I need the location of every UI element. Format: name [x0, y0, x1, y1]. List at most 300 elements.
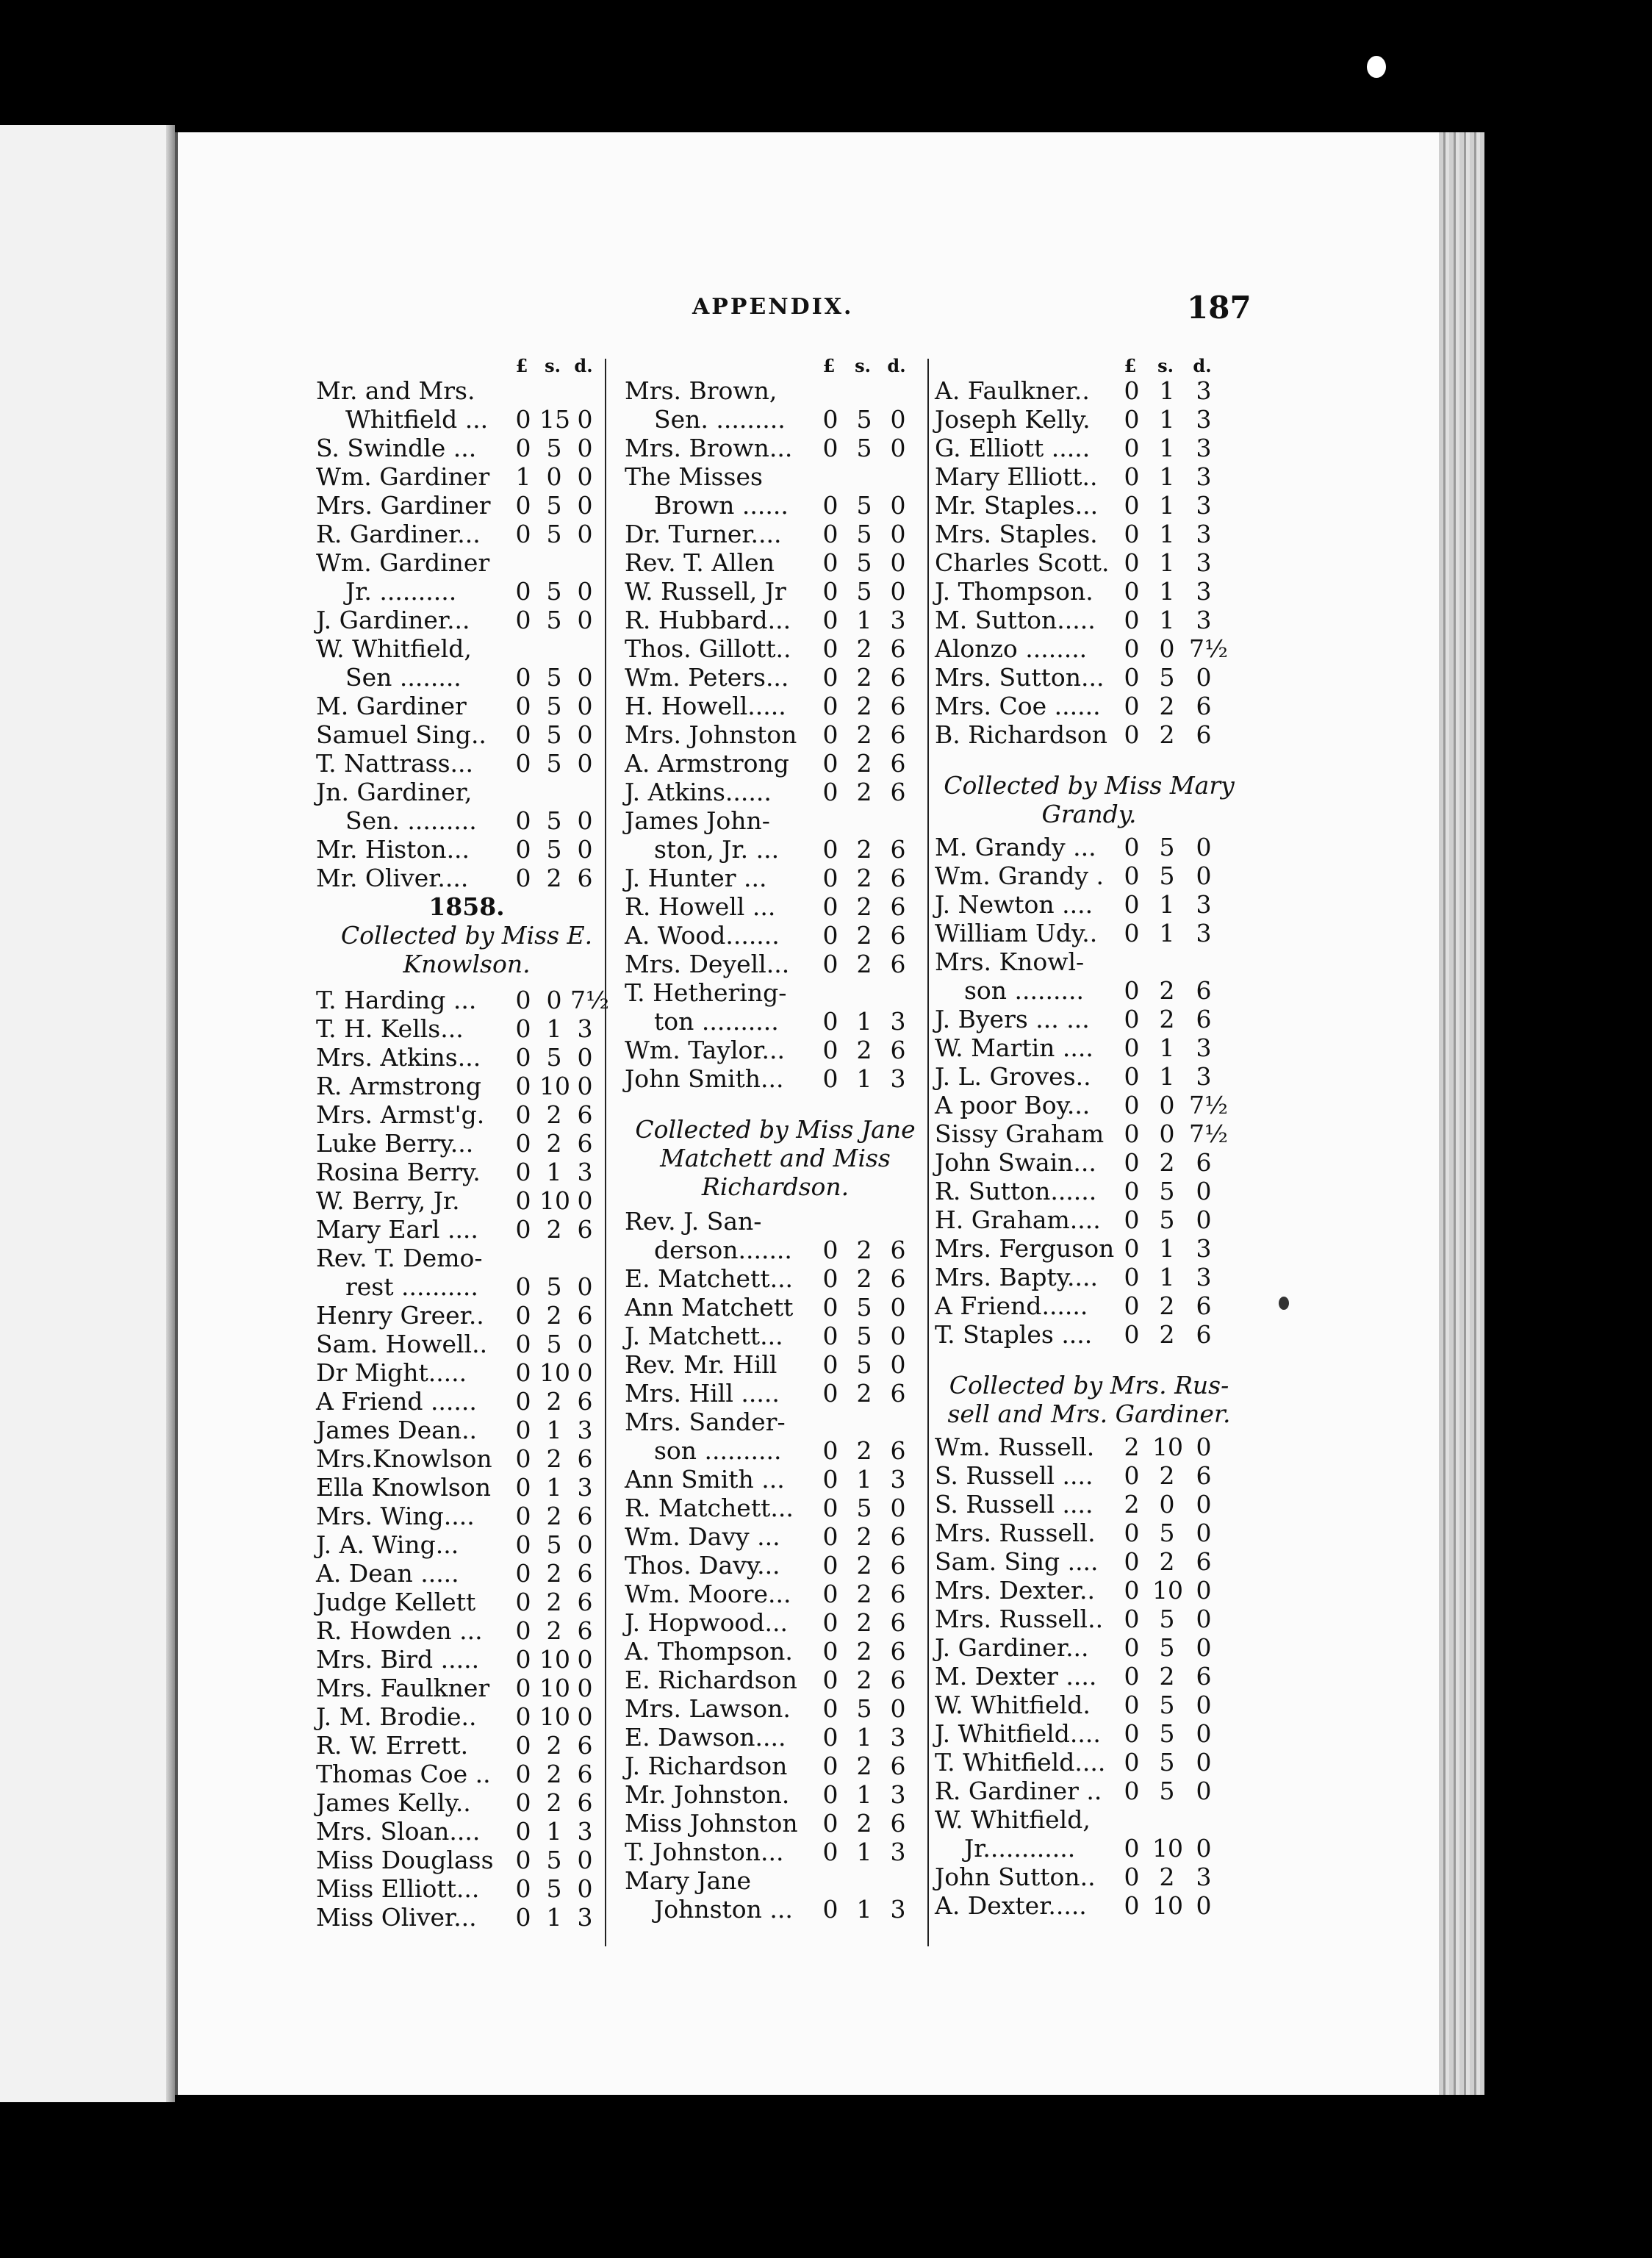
subscriber-name: Sen. .........: [654, 405, 786, 434]
shillings-amount: 2: [1159, 1547, 1175, 1576]
shillings-amount: 2: [856, 663, 872, 692]
column-3-entries-russell: [935, 1433, 1243, 1920]
shillings-amount: 1: [1159, 434, 1175, 462]
pence-amount: 6: [577, 1444, 593, 1473]
subscription-entry: [316, 577, 617, 606]
pence-amount: 7½: [1189, 1091, 1228, 1119]
subscription-entry: [935, 833, 1243, 861]
subscriber-name: Mrs. Coe ......: [935, 692, 1101, 720]
subscription-entry: [625, 1780, 926, 1809]
subscription-entry: [625, 1866, 926, 1895]
subscription-entry: [625, 806, 926, 835]
pounds-amount: 0: [822, 606, 838, 634]
pence-amount: 0: [890, 577, 906, 606]
pence-amount: 0: [1196, 1719, 1212, 1748]
subscription-entry: [316, 1186, 617, 1215]
pence-amount: 6: [890, 1608, 906, 1637]
subscriber-name: derson.......: [654, 1236, 792, 1264]
shillings-amount: 5: [546, 491, 562, 520]
subscription-entry: [935, 1033, 1243, 1062]
subscriber-name: B. Richardson: [935, 720, 1107, 749]
subscriber-name: J. Hopwood...: [625, 1608, 788, 1637]
pence-amount: 0: [577, 462, 593, 491]
subscriber-name: Mrs. Gardiner: [316, 491, 491, 520]
shillings-amount: 0: [546, 986, 562, 1014]
subscriber-name: Rosina Berry.: [316, 1158, 481, 1186]
subscriber-name: Rev. T. Demo-: [316, 1244, 483, 1272]
subscription-entry: [316, 1588, 617, 1616]
shillings-amount: 1: [856, 1723, 872, 1752]
subscriber-name: Miss Elliott...: [316, 1874, 480, 1903]
pounds-amount: 0: [515, 1616, 531, 1645]
pence-amount: 6: [890, 1637, 906, 1666]
subscriber-name: Mrs. Wing....: [316, 1502, 475, 1530]
subscriber-name: Mrs. Sutton...: [935, 663, 1105, 692]
subscriber-name: H. Howell.....: [625, 692, 786, 720]
pence-amount: 3: [1196, 1263, 1212, 1291]
pence-amount: 6: [890, 749, 906, 778]
pence-amount: 6: [577, 1731, 593, 1760]
subscriber-name: E. Dawson....: [625, 1723, 786, 1752]
pounds-amount: 0: [822, 1379, 838, 1408]
subscriber-name: A. Thompson.: [625, 1637, 793, 1666]
subscription-entry: [625, 434, 926, 462]
subscription-entry: [935, 1490, 1243, 1519]
pence-amount: 0: [890, 405, 906, 434]
pounds-amount: 0: [515, 1301, 531, 1330]
subscription-entry: [316, 1817, 617, 1846]
pounds-amount: 0: [1124, 1148, 1140, 1177]
pence-amount: 6: [890, 1752, 906, 1780]
pounds-amount: 0: [1124, 491, 1140, 520]
shillings-amount: 0: [1159, 1490, 1175, 1519]
shillings-amount: 2: [1159, 1662, 1175, 1691]
pounds-amount: 0: [822, 1694, 838, 1723]
subscriber-name: T. Hethering-: [625, 978, 787, 1007]
pounds-amount: 0: [1124, 1576, 1140, 1605]
subscriber-name: R. Howell ...: [625, 892, 776, 921]
shillings-amount: 1: [856, 1838, 872, 1866]
page-header: [0, 290, 1652, 338]
pounds-amount: 0: [1124, 434, 1140, 462]
pounds-amount: 0: [515, 1502, 531, 1530]
shillings-amount: 10: [539, 1674, 570, 1702]
pence-amount: 0: [890, 1694, 906, 1723]
subscriber-name: A. Wood.......: [625, 921, 780, 950]
shillings-amount: 2: [856, 720, 872, 749]
pence-amount: 6: [577, 1760, 593, 1788]
shillings-amount: 1: [1159, 405, 1175, 434]
collector-heading: Collected by Miss E.: [340, 921, 593, 950]
pounds-amount: 0: [515, 1444, 531, 1473]
shillings-amount: 0: [1159, 634, 1175, 663]
pence-amount: 0: [577, 1330, 593, 1358]
shillings-amount: 5: [546, 720, 562, 749]
pence-amount: 6: [890, 1809, 906, 1838]
pence-amount: 0: [1196, 663, 1212, 692]
pounds-amount: 0: [515, 1702, 531, 1731]
pence-amount: 6: [890, 1580, 906, 1608]
shillings-amount: 1: [1159, 606, 1175, 634]
shillings-header: s.: [855, 355, 871, 376]
subscription-entry: [625, 1436, 926, 1465]
shillings-amount: 5: [856, 1350, 872, 1379]
subscription-entry: [625, 692, 926, 720]
pounds-amount: 0: [1124, 606, 1140, 634]
subscription-entry: [935, 861, 1243, 890]
shillings-amount: 1: [1159, 462, 1175, 491]
subscription-entry: [316, 1444, 617, 1473]
pounds-amount: 0: [1124, 1205, 1140, 1234]
pounds-amount: 0: [822, 1264, 838, 1293]
subscription-entry: [316, 1043, 617, 1072]
shillings-amount: 5: [1159, 1177, 1175, 1205]
subscription-entry: [935, 577, 1243, 606]
subscriber-name: Mrs. Sloan....: [316, 1817, 481, 1846]
pounds-amount: 0: [1124, 1033, 1140, 1062]
subscription-entry: [935, 1091, 1243, 1119]
shillings-amount: 1: [1159, 1263, 1175, 1291]
pounds-amount: 0: [515, 663, 531, 692]
pence-amount: 0: [577, 434, 593, 462]
pounds-amount: 0: [1124, 1691, 1140, 1719]
subscription-entry: [625, 950, 926, 978]
shillings-amount: 2: [546, 1760, 562, 1788]
subscription-entry: [316, 663, 617, 692]
subscription-entry: [935, 1177, 1243, 1205]
pounds-amount: 0: [515, 1817, 531, 1846]
page-fold: [166, 125, 175, 2102]
subscriber-name: Henry Greer..: [316, 1301, 484, 1330]
subscriber-name: A Friend......: [935, 1291, 1088, 1320]
pounds-amount: 0: [515, 720, 531, 749]
subscriber-name: T. Johnston...: [625, 1838, 784, 1866]
shillings-amount: 10: [1152, 1834, 1183, 1863]
shillings-amount: 1: [856, 1064, 872, 1093]
pence-amount: 0: [890, 548, 906, 577]
pounds-amount: 0: [1124, 1091, 1140, 1119]
subscription-entry: [316, 1760, 617, 1788]
subscriber-name: Wm. Grandy .: [935, 861, 1105, 890]
pounds-amount: 0: [822, 692, 838, 720]
pounds-amount: 0: [515, 1215, 531, 1244]
shillings-amount: 1: [856, 1780, 872, 1809]
pence-amount: 3: [577, 1817, 593, 1846]
subscriber-name: Mrs. Deyell...: [625, 950, 790, 978]
pence-amount: 0: [577, 749, 593, 778]
pounds-header: £: [515, 355, 528, 376]
subscriber-name: J. Atkins......: [625, 778, 772, 806]
subscription-column-3: [935, 347, 1243, 1920]
subscription-entry: [935, 462, 1243, 491]
subscriber-name: W. Berry, Jr.: [316, 1186, 460, 1215]
shillings-header: s.: [545, 355, 561, 376]
subscription-entry: [625, 1207, 926, 1236]
shillings-amount: 2: [546, 864, 562, 892]
column-1-entries-1858: [316, 986, 617, 1932]
subscription-entry: [935, 1662, 1243, 1691]
pence-amount: 6: [577, 1559, 593, 1588]
subscriber-name: A. Faulkner..: [935, 376, 1090, 405]
shillings-amount: 5: [1159, 861, 1175, 890]
dust-speck: [1279, 1297, 1289, 1310]
shillings-amount: 2: [856, 1666, 872, 1694]
pence-amount: 7½: [1189, 634, 1228, 663]
subscriber-name: M. Sutton.....: [935, 606, 1096, 634]
pence-amount: 6: [1196, 1547, 1212, 1576]
subscriber-name: M. Grandy ...: [935, 833, 1096, 861]
subscription-entry: [316, 1014, 617, 1043]
subscription-entry: [316, 405, 617, 434]
subscription-entry: [935, 1891, 1243, 1920]
subscription-entry: [316, 1100, 617, 1129]
pence-amount: 6: [890, 1522, 906, 1551]
pounds-amount: 0: [515, 1358, 531, 1387]
pence-amount: 6: [1196, 1291, 1212, 1320]
subscriber-name: Sam. Howell..: [316, 1330, 488, 1358]
subscriber-name: Sam. Sing ....: [935, 1547, 1099, 1576]
subscriber-name: R. Hubbard...: [625, 606, 791, 634]
pounds-amount: 0: [822, 1723, 838, 1752]
shillings-amount: 5: [546, 806, 562, 835]
subscription-entry: [316, 606, 617, 634]
subscription-entry: [316, 1731, 617, 1760]
subscription-entry: [316, 491, 617, 520]
collector-heading: sell and Mrs. Gardiner.: [947, 1399, 1231, 1428]
pence-amount: 6: [1196, 1662, 1212, 1691]
shillings-amount: 5: [856, 1293, 872, 1322]
subscriber-name: Wm. Moore...: [625, 1580, 791, 1608]
pounds-amount: 0: [1124, 520, 1140, 548]
pence-amount: 0: [577, 1702, 593, 1731]
subscriber-name: A. Dean .....: [316, 1559, 459, 1588]
pounds-amount: 0: [515, 749, 531, 778]
subscriber-name: R. Gardiner...: [316, 520, 481, 548]
pence-amount: 0: [1196, 1605, 1212, 1633]
subscriber-name: Jr. ..........: [345, 577, 457, 606]
pounds-amount: 0: [515, 1674, 531, 1702]
pounds-amount: 0: [1124, 405, 1140, 434]
subscriber-name: Mary Jane: [625, 1866, 752, 1895]
pounds-amount: 0: [822, 1293, 838, 1322]
shillings-amount: 5: [1159, 833, 1175, 861]
subscription-entry: [316, 376, 617, 405]
shillings-amount: 2: [1159, 1320, 1175, 1349]
subscriber-name: Rev. J. San-: [625, 1207, 762, 1236]
pence-amount: 0: [1196, 861, 1212, 890]
shillings-amount: 5: [546, 749, 562, 778]
shillings-amount: 5: [546, 1043, 562, 1072]
subscriber-name: E. Richardson: [625, 1666, 797, 1694]
pence-amount: 0: [577, 1186, 593, 1215]
subscription-entry: [935, 491, 1243, 520]
pence-amount: 0: [1196, 1205, 1212, 1234]
pounds-amount: 0: [515, 1846, 531, 1874]
pounds-amount: 0: [515, 1559, 531, 1588]
pence-amount: 3: [890, 606, 906, 634]
pounds-amount: 0: [1124, 1834, 1140, 1863]
shillings-amount: 2: [856, 634, 872, 663]
pence-amount: 3: [890, 1007, 906, 1036]
shillings-amount: 1: [546, 1903, 562, 1932]
pence-amount: 3: [1196, 405, 1212, 434]
pounds-amount: 0: [1124, 376, 1140, 405]
pence-amount: 3: [1196, 577, 1212, 606]
shillings-amount: 2: [856, 1264, 872, 1293]
column-1-entries: [316, 376, 617, 892]
subscriber-name: James John-: [625, 806, 770, 835]
subscriber-name: J. L. Groves..: [935, 1062, 1091, 1091]
shillings-amount: 1: [856, 606, 872, 634]
shillings-amount: 2: [546, 1387, 562, 1416]
subscription-entry: [625, 978, 926, 1007]
shillings-amount: 2: [546, 1444, 562, 1473]
pounds-amount: 0: [515, 1788, 531, 1817]
subscriber-name: Mrs. Ferguson: [935, 1234, 1115, 1263]
pounds-amount: 0: [1124, 1519, 1140, 1547]
subscriber-name: J. M. Brodie..: [316, 1702, 477, 1731]
shillings-amount: 5: [546, 1874, 562, 1903]
pounds-amount: 0: [822, 520, 838, 548]
shillings-amount: 1: [856, 1007, 872, 1036]
pence-amount: 6: [1196, 692, 1212, 720]
subscription-entry: [625, 1379, 926, 1408]
subscription-entry: [935, 1461, 1243, 1490]
pence-amount: 3: [890, 1465, 906, 1494]
shillings-amount: 2: [1159, 1148, 1175, 1177]
pounds-header: £: [822, 355, 836, 376]
subscription-entry: [935, 1691, 1243, 1719]
year-heading: 1858.: [428, 892, 505, 921]
currency-header: [316, 347, 617, 376]
subscriber-name: Alonzo ........: [935, 634, 1088, 663]
pence-amount: 6: [890, 634, 906, 663]
shillings-amount: 2: [546, 1301, 562, 1330]
pounds-amount: 0: [1124, 577, 1140, 606]
pounds-amount: 0: [515, 520, 531, 548]
pounds-amount: 0: [822, 1064, 838, 1093]
pence-amount: 3: [1196, 548, 1212, 577]
subscriber-name: Mrs. Johnston: [625, 720, 797, 749]
subscription-entry: [625, 1064, 926, 1093]
pence-amount: 3: [577, 1903, 593, 1932]
subscription-entry: [625, 1408, 926, 1436]
pence-amount: 0: [1196, 1891, 1212, 1920]
subscriber-name: James Dean..: [316, 1416, 478, 1444]
pounds-amount: 0: [1124, 692, 1140, 720]
pounds-amount: 0: [515, 1903, 531, 1932]
shillings-amount: 1: [856, 1465, 872, 1494]
shillings-amount: 10: [539, 1186, 570, 1215]
pence-amount: 0: [577, 577, 593, 606]
shillings-amount: 1: [1159, 520, 1175, 548]
pence-amount: 6: [890, 720, 906, 749]
pounds-amount: 0: [515, 1645, 531, 1674]
subscriber-name: Wm. Peters...: [625, 663, 789, 692]
subscriber-name: J. Byers ... ...: [935, 1005, 1090, 1033]
pence-amount: 0: [1196, 1748, 1212, 1777]
subscriber-name: Luke Berry...: [316, 1129, 474, 1158]
pence-amount: 3: [577, 1416, 593, 1444]
subscription-entry: [625, 1522, 926, 1551]
shillings-amount: 1: [1159, 376, 1175, 405]
shillings-amount: 1: [1159, 890, 1175, 919]
subscriber-name: Wm. Taylor...: [625, 1036, 785, 1064]
pence-amount: 6: [577, 1215, 593, 1244]
subscription-entry: [625, 606, 926, 634]
subscriber-name: W. Martin ....: [935, 1033, 1093, 1062]
pounds-amount: 0: [822, 1895, 838, 1924]
subscriber-name: Wm. Russell.: [935, 1433, 1095, 1461]
subscriber-name: Wm. Gardiner: [316, 548, 490, 577]
subscriber-name: T. Harding ...: [316, 986, 477, 1014]
facing-page: [0, 125, 175, 2102]
subscription-entry: [625, 1752, 926, 1780]
dust-speck: [1367, 56, 1386, 78]
pence-amount: 0: [1196, 1519, 1212, 1547]
subscription-entry: [935, 405, 1243, 434]
pence-amount: 3: [1196, 890, 1212, 919]
pounds-amount: 0: [822, 434, 838, 462]
subscriber-name: James Kelly..: [316, 1788, 471, 1817]
subscription-entry: [316, 1530, 617, 1559]
subscriber-name: Ella Knowlson: [316, 1473, 491, 1502]
subscription-entry: [316, 1072, 617, 1100]
subscription-entry: [935, 1320, 1243, 1349]
shillings-amount: 2: [856, 692, 872, 720]
subscription-entry: [316, 548, 617, 577]
pounds-amount: 0: [1124, 890, 1140, 919]
subscriber-name: H. Graham....: [935, 1205, 1101, 1234]
subscriber-name: R. Matchett...: [625, 1494, 794, 1522]
pounds-amount: 0: [1124, 861, 1140, 890]
pence-amount: 0: [1196, 833, 1212, 861]
pence-amount: 0: [577, 1530, 593, 1559]
subscription-entry: [625, 892, 926, 921]
collector-heading: Collected by Miss Mary: [944, 771, 1235, 800]
section-gap: [935, 1349, 1243, 1371]
shillings-amount: 0: [1159, 1091, 1175, 1119]
subscription-entry: [625, 1322, 926, 1350]
pounds-amount: 0: [822, 1494, 838, 1522]
shillings-amount: 0: [1159, 1119, 1175, 1148]
pounds-amount: 0: [822, 950, 838, 978]
pounds-amount: 0: [1124, 1547, 1140, 1576]
pence-amount: 0: [577, 1674, 593, 1702]
shillings-amount: 2: [546, 1616, 562, 1645]
subscriber-name: Judge Kellett: [316, 1588, 476, 1616]
subscription-entry: [935, 1863, 1243, 1891]
shillings-amount: 5: [1159, 1691, 1175, 1719]
pence-header: d.: [887, 355, 906, 376]
section-gap: [625, 1093, 926, 1115]
shillings-amount: 5: [1159, 1633, 1175, 1662]
subscriber-name: A. Dexter.....: [935, 1891, 1087, 1920]
pounds-amount: 0: [822, 1350, 838, 1379]
subscription-entry: [625, 835, 926, 864]
pounds-amount: 0: [1124, 548, 1140, 577]
pence-amount: 3: [890, 1723, 906, 1752]
subscriber-name: Joseph Kelly.: [935, 405, 1091, 434]
subscription-entry: [935, 1748, 1243, 1777]
shillings-amount: 1: [1159, 577, 1175, 606]
subscriber-name: R. Gardiner ..: [935, 1777, 1102, 1805]
pence-amount: 3: [890, 1838, 906, 1866]
subscriber-name: J. Matchett...: [625, 1322, 783, 1350]
subscriber-name: Samuel Sing..: [316, 720, 486, 749]
subscriber-name: Dr. Turner....: [625, 520, 782, 548]
subscriber-name: Mary Elliott..: [935, 462, 1098, 491]
